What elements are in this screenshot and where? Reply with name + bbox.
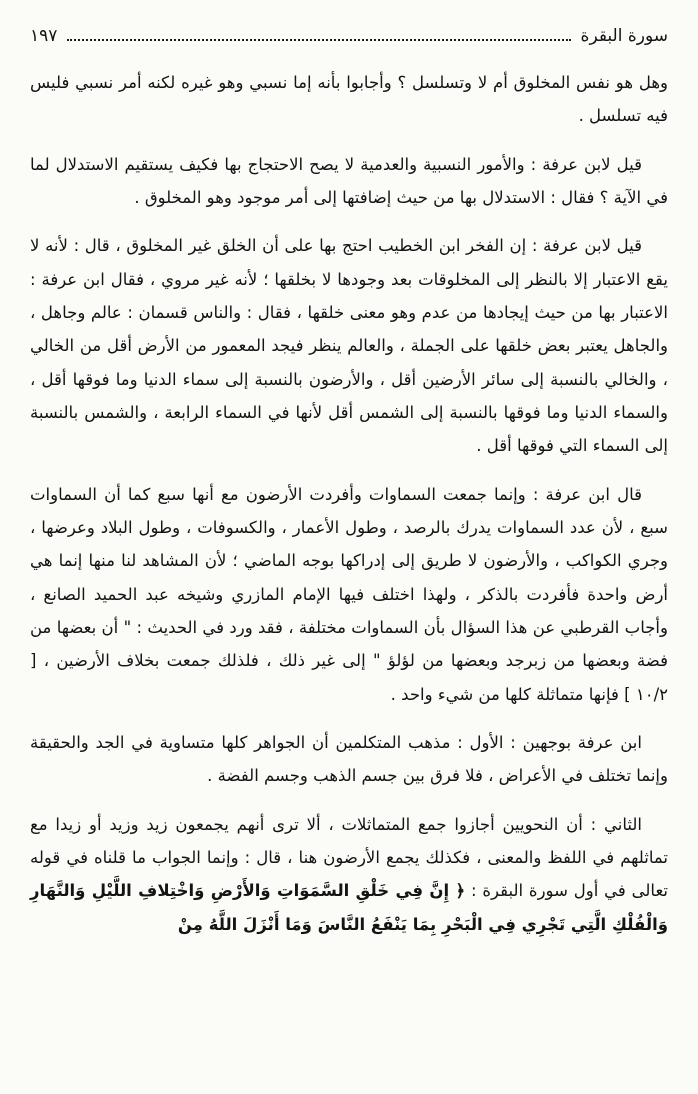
paragraph: وهل هو نفس المخلوق أم لا وتسلسل ؟ وأجابوا بأنه إما نسبي وهو غيره لكنه أمر نسبي فليس فيه تسلسل . bbox=[30, 73, 668, 126]
header-dotted-leader bbox=[67, 39, 570, 41]
page-number: ١٩٧ bbox=[30, 26, 58, 46]
page-header bbox=[30, 26, 668, 46]
paragraph: قيل لابن عرفة : والأمور النسبية والعدمية لا يصح الاحتجاج بها فكيف يستقيم الاستدلال لما في الآية ؟ فقال : الاستدلال بها من حيث إضافتها إلى أمر موجود وهو المخلوق . bbox=[30, 154, 668, 207]
page-title: سورة البقرة bbox=[580, 26, 668, 46]
paragraph: قيل لابن عرفة : إن الفخر ابن الخطيب احتج بها على أن الخلق غير المخلوق ، قال : لأنه لا يقع الاعتبار إلا بالنظر إلى المخلوقات بعد وجودها لا بخلقها ؛ لأنه غير مروي ، فقال ابن عرفة : الاعتبار بها من حيث إيجادها من عدم وهو معنى خلقها ، فقال : والناس قسمان : عالم وجاهل ، والجاهل يعتبر بعض خلقها على الجملة ، والعالم ينظر فيجد المعمور من الأرض أقل من الخالي ، والخالي بالنسبة إلى سائر الأرضين أقل ، والأرضون بالنسبة إلى سماء الدنيا وما فوقها أقل ، والسماء الدنيا وما فوقها بالنسبة إلى الشمس أقل لأنها في السماء الرابعة ، والشمس بالنسبة إلى السماء التي فوقها أقل . bbox=[30, 236, 668, 456]
paragraph bbox=[30, 808, 668, 941]
quran-verse: ﴿ إِنَّ فِي خَلْقِ السَّمَوَاتِ وَالأَرْضِ وَاخْتِلافِ اللَّيْلِ وَالنَّهَارِ وَالْفُلْكِ الَّتِي تَجْرِي فِي الْبَحْرِ بِمَا يَنْفَعُ النَّاسَ وَمَا أَنْزَلَ اللَّهُ مِنْ bbox=[30, 881, 668, 934]
page-body bbox=[30, 66, 668, 941]
paragraph: ابن عرفة بوجهين : الأول : مذهب المتكلمين أن الجواهر كلها متساوية في الجد والحقيقة وإنما تختلف في الأعراض ، فلا فرق بين جسم الذهب وجسم الفضة . bbox=[30, 732, 668, 786]
paragraph: قال ابن عرفة : وإنما جمعت السماوات وأفردت الأرضون مع أنها سبع كما أن السماوات سبع ، لأن عدد السماوات يدرك بالرصد ، وطول الأعمار ، والكسوفات ، وطول البلاد وعرضها ، وجري الكواكب ، والأرضون لا طريق إلى إدراكها بوجه الماضي ؛ لأن المشاهد لنا منها إنما هي أرض واحدة فأفردت بالذكر ، ولهذا اختلف فيها الإمام المازري وشيخه عبد الحميد الصانع ، وأجاب القرطبي عن هذا السؤال بأن السماوات مختلفة ، فقد ورد في الحديث : " أن بعضها من فضة وبعضها من زبرجد وبعضها من لؤلؤ " إلى غير ذلك ، فلذلك جمعت بخلاف الأرضين ، [ ١٠/٢ ] فإنها متماثلة كلها من شيء واحد . bbox=[30, 484, 668, 704]
paragraph-text: الثاني : أن النحويين أجازوا جمع المتماثلات ، ألا ترى أنهم يجمعون زيد وزيد أو زيدا مع تماثلهم في اللفظ والمعنى ، فكذلك يجمع الأرضون هنا ، قال : وإنما الجواب ما قلناه في قوله تعالى في أول سورة البقرة : bbox=[30, 814, 668, 901]
